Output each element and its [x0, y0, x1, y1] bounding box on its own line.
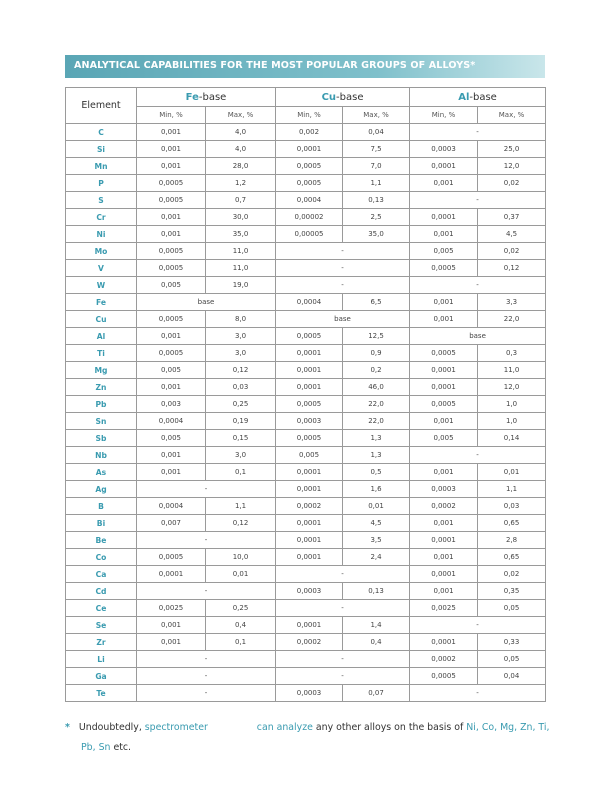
fe-max-value: 0,15: [206, 430, 276, 447]
al-min-value: 0,0001: [410, 634, 478, 651]
fe-range-value: -: [137, 532, 276, 549]
fe-range-value: -: [137, 481, 276, 498]
al-max-value: 0,04: [478, 668, 546, 685]
al-min-value: 0,0001: [410, 158, 478, 175]
cu-min-value: 0,002: [276, 124, 343, 141]
element-symbol: Si: [66, 141, 137, 158]
fe-min-value: 0,005: [137, 277, 206, 294]
table-row: [66, 311, 546, 328]
cu-min-value: 0,0001: [276, 379, 343, 396]
al-min-value: 0,001: [410, 311, 478, 328]
al-range-value: -: [410, 617, 546, 634]
al-min-value: 0,0003: [410, 141, 478, 158]
fe-min-value: 0,001: [137, 124, 206, 141]
table-row: [66, 379, 546, 396]
al-min-value: 0,0005: [410, 396, 478, 413]
fe-min-value: 0,0005: [137, 311, 206, 328]
element-symbol: Ag: [66, 481, 137, 498]
al-max-value: 12,0: [478, 379, 546, 396]
fe-min-value: 0,001: [137, 464, 206, 481]
cu-min-value: 0,0005: [276, 158, 343, 175]
cu-min-value: 0,0005: [276, 430, 343, 447]
al-min-header: Min, %: [410, 107, 478, 124]
cu-max-value: 0,13: [343, 192, 410, 209]
cu-max-value: 0,07: [343, 685, 410, 702]
cu-min-value: 0,0005: [276, 175, 343, 192]
cu-range-value: -: [276, 260, 410, 277]
table-row: [66, 600, 546, 617]
element-column-header: Element: [66, 88, 137, 124]
al-min-value: 0,001: [410, 413, 478, 430]
table-row: [66, 617, 546, 634]
fe-max-value: 0,1: [206, 634, 276, 651]
element-symbol: C: [66, 124, 137, 141]
al-range-value: -: [410, 277, 546, 294]
fe-max-value: 10,0: [206, 549, 276, 566]
al-min-value: 0,005: [410, 243, 478, 260]
element-symbol: Bi: [66, 515, 137, 532]
al-min-value: 0,0025: [410, 600, 478, 617]
table-row: [66, 651, 546, 668]
cu-max-value: 0,01: [343, 498, 410, 515]
element-symbol: Sn: [66, 413, 137, 430]
fe-min-value: 0,001: [137, 634, 206, 651]
table-row: [66, 634, 546, 651]
cu-range-value: -: [276, 566, 410, 583]
fe-min-value: 0,001: [137, 226, 206, 243]
al-min-value: 0,0003: [410, 481, 478, 498]
table-row: [66, 345, 546, 362]
fe-range-value: -: [137, 668, 276, 685]
fe-min-value: 0,005: [137, 430, 206, 447]
al-max-value: 0,12: [478, 260, 546, 277]
cu-min-value: 0,0001: [276, 515, 343, 532]
al-max-value: 1,0: [478, 413, 546, 430]
al-max-value: 1,1: [478, 481, 546, 498]
cu-min-value: 0,0003: [276, 583, 343, 600]
al-min-value: 0,0001: [410, 362, 478, 379]
al-min-value: 0,001: [410, 175, 478, 192]
al-min-value: 0,0005: [410, 668, 478, 685]
element-symbol: Li: [66, 651, 137, 668]
fe-max-value: 4,0: [206, 124, 276, 141]
fe-max-value: 28,0: [206, 158, 276, 175]
element-symbol: Cu: [66, 311, 137, 328]
al-max-value: 11,0: [478, 362, 546, 379]
al-max-value: 0,02: [478, 243, 546, 260]
al-max-value: 0,65: [478, 515, 546, 532]
al-max-value: 0,33: [478, 634, 546, 651]
fe-range-value: base: [137, 294, 276, 311]
fe-min-value: 0,0005: [137, 192, 206, 209]
table-row: [66, 498, 546, 515]
table-row: [66, 260, 546, 277]
fe-min-value: 0,0001: [137, 566, 206, 583]
al-min-value: 0,001: [410, 226, 478, 243]
fe-max-value: 0,12: [206, 362, 276, 379]
al-max-value: 0,02: [478, 566, 546, 583]
fe-max-value: 30,0: [206, 209, 276, 226]
table-row: [66, 515, 546, 532]
table-row: [66, 209, 546, 226]
cu-min-value: 0,0001: [276, 362, 343, 379]
al-min-value: 0,001: [410, 464, 478, 481]
fe-max-value: 1,1: [206, 498, 276, 515]
al-min-value: 0,001: [410, 583, 478, 600]
cu-max-value: 7,5: [343, 141, 410, 158]
footnote-line-1: * Undoubtedly, spectrometer can analyze any other alloys on the basis of Ni, Co, Mg, Zn, Ti,: [65, 722, 550, 733]
fe-max-value: 35,0: [206, 226, 276, 243]
cu-max-value: 4,5: [343, 515, 410, 532]
fe-range-value: -: [137, 685, 276, 702]
cu-max-value: 1,3: [343, 430, 410, 447]
cu-min-value: 0,0005: [276, 328, 343, 345]
fe-min-value: 0,001: [137, 379, 206, 396]
cu-max-value: 0,2: [343, 362, 410, 379]
element-symbol: Mn: [66, 158, 137, 175]
table-row: [66, 413, 546, 430]
fe-min-value: 0,001: [137, 209, 206, 226]
cu-min-value: 0,0005: [276, 396, 343, 413]
cu-max-value: 0,4: [343, 634, 410, 651]
cu-max-value: 0,5: [343, 464, 410, 481]
al-max-value: 2,8: [478, 532, 546, 549]
cu-min-value: 0,0001: [276, 617, 343, 634]
element-symbol: Cr: [66, 209, 137, 226]
page-title: ANALYTICAL CAPABILITIES FOR THE MOST POPULAR GROUPS OF ALLOYS*: [74, 60, 476, 71]
cu-min-value: 0,0003: [276, 685, 343, 702]
table-row: [66, 566, 546, 583]
fe-max-value: 19,0: [206, 277, 276, 294]
al-max-value: 0,02: [478, 175, 546, 192]
cu-min-value: 0,0001: [276, 464, 343, 481]
cu-min-value: 0,0004: [276, 294, 343, 311]
table-row: [66, 243, 546, 260]
table-row: [66, 277, 546, 294]
fe-max-value: 0,25: [206, 396, 276, 413]
cu-max-value: 3,5: [343, 532, 410, 549]
fe-min-value: 0,0005: [137, 260, 206, 277]
fe-min-value: 0,007: [137, 515, 206, 532]
fe-range-value: -: [137, 651, 276, 668]
cu-min-value: 0,0001: [276, 532, 343, 549]
cu-range-value: base: [276, 311, 410, 328]
cu-min-header: Min, %: [276, 107, 343, 124]
element-symbol: S: [66, 192, 137, 209]
table-row: [66, 447, 546, 464]
element-symbol: Al: [66, 328, 137, 345]
fe-min-value: 0,0005: [137, 175, 206, 192]
element-symbol: Zn: [66, 379, 137, 396]
fe-max-value: 11,0: [206, 260, 276, 277]
cu-max-value: 12,5: [343, 328, 410, 345]
al-max-value: 22,0: [478, 311, 546, 328]
cu-min-value: 0,0004: [276, 192, 343, 209]
cu-max-value: 0,04: [343, 124, 410, 141]
alloy-capabilities-table: [65, 87, 546, 702]
element-symbol: Mg: [66, 362, 137, 379]
element-symbol: Nb: [66, 447, 137, 464]
element-symbol: Fe: [66, 294, 137, 311]
fe-base-header: Fe-base: [137, 88, 276, 107]
fe-max-header: Max, %: [206, 107, 276, 124]
title-banner: [65, 55, 545, 78]
fe-min-value: 0,0025: [137, 600, 206, 617]
fe-max-value: 3,0: [206, 345, 276, 362]
cu-min-value: 0,0002: [276, 634, 343, 651]
al-min-value: 0,001: [410, 549, 478, 566]
cu-max-value: 1,3: [343, 447, 410, 464]
fe-max-value: 0,19: [206, 413, 276, 430]
asterisk: *: [65, 722, 70, 733]
al-max-value: 0,14: [478, 430, 546, 447]
al-min-value: 0,0005: [410, 345, 478, 362]
fe-max-value: 0,12: [206, 515, 276, 532]
cu-max-value: 1,4: [343, 617, 410, 634]
footnote: [65, 718, 550, 758]
table-row: [66, 464, 546, 481]
al-min-value: 0,0001: [410, 379, 478, 396]
cu-max-value: 22,0: [343, 396, 410, 413]
fe-max-value: 0,03: [206, 379, 276, 396]
al-max-value: 3,3: [478, 294, 546, 311]
fe-min-value: 0,0005: [137, 243, 206, 260]
fe-max-value: 0,4: [206, 617, 276, 634]
al-max-value: 25,0: [478, 141, 546, 158]
element-symbol: Ca: [66, 566, 137, 583]
cu-max-value: 22,0: [343, 413, 410, 430]
cu-range-value: -: [276, 668, 410, 685]
cu-min-value: 0,005: [276, 447, 343, 464]
al-min-value: 0,0002: [410, 651, 478, 668]
fe-max-value: 4,0: [206, 141, 276, 158]
table-row: [66, 226, 546, 243]
al-range-value: -: [410, 685, 546, 702]
fe-min-header: Min, %: [137, 107, 206, 124]
element-symbol: P: [66, 175, 137, 192]
table-row: [66, 328, 546, 345]
cu-max-value: 2,4: [343, 549, 410, 566]
fe-max-value: 3,0: [206, 447, 276, 464]
fe-min-value: 0,0004: [137, 498, 206, 515]
cu-min-value: 0,0003: [276, 413, 343, 430]
al-max-value: 0,3: [478, 345, 546, 362]
table-row: [66, 175, 546, 192]
al-base-header: Al-base: [410, 88, 546, 107]
al-min-value: 0,001: [410, 515, 478, 532]
al-min-value: 0,0001: [410, 209, 478, 226]
fe-max-value: 1,2: [206, 175, 276, 192]
fe-min-value: 0,001: [137, 328, 206, 345]
cu-max-value: 0,13: [343, 583, 410, 600]
al-max-value: 0,05: [478, 651, 546, 668]
fe-min-value: 0,001: [137, 617, 206, 634]
header-row-groups: [66, 88, 546, 107]
table-row: [66, 685, 546, 702]
header-row-minmax: [66, 107, 546, 124]
table-row: [66, 294, 546, 311]
element-symbol: Sb: [66, 430, 137, 447]
table-row: [66, 192, 546, 209]
element-symbol: Co: [66, 549, 137, 566]
table-row: [66, 430, 546, 447]
al-max-value: 4,5: [478, 226, 546, 243]
table-row: [66, 549, 546, 566]
fe-min-value: 0,0005: [137, 345, 206, 362]
fe-min-value: 0,005: [137, 362, 206, 379]
cu-max-value: 1,6: [343, 481, 410, 498]
fe-max-value: 0,01: [206, 566, 276, 583]
fe-min-value: 0,003: [137, 396, 206, 413]
al-min-value: 0,0001: [410, 566, 478, 583]
al-max-value: 0,03: [478, 498, 546, 515]
fe-min-value: 0,0005: [137, 549, 206, 566]
fe-max-value: 0,1: [206, 464, 276, 481]
fe-min-value: 0,001: [137, 158, 206, 175]
cu-max-header: Max, %: [343, 107, 410, 124]
table-row: [66, 124, 546, 141]
al-min-value: 0,005: [410, 430, 478, 447]
cu-range-value: -: [276, 600, 410, 617]
cu-base-header: Cu-base: [276, 88, 410, 107]
element-symbol: Mo: [66, 243, 137, 260]
al-max-value: 0,05: [478, 600, 546, 617]
fe-max-value: 0,7: [206, 192, 276, 209]
fe-min-value: 0,0004: [137, 413, 206, 430]
table-row: [66, 396, 546, 413]
cu-max-value: 46,0: [343, 379, 410, 396]
footnote-line-2: Pb, Sn etc.: [81, 742, 132, 753]
al-range-value: -: [410, 124, 546, 141]
al-min-value: 0,0001: [410, 532, 478, 549]
fe-max-value: 11,0: [206, 243, 276, 260]
al-min-value: 0,0005: [410, 260, 478, 277]
element-symbol: As: [66, 464, 137, 481]
element-symbol: Ga: [66, 668, 137, 685]
al-max-value: 1,0: [478, 396, 546, 413]
cu-min-value: 0,00005: [276, 226, 343, 243]
fe-max-value: 0,25: [206, 600, 276, 617]
cu-max-value: 6,5: [343, 294, 410, 311]
table-row: [66, 362, 546, 379]
al-min-value: 0,001: [410, 294, 478, 311]
al-max-value: 0,01: [478, 464, 546, 481]
element-symbol: Cd: [66, 583, 137, 600]
fe-min-value: 0,001: [137, 141, 206, 158]
cu-min-value: 0,0001: [276, 549, 343, 566]
fe-min-value: 0,001: [137, 447, 206, 464]
cu-range-value: -: [276, 277, 410, 294]
table-row: [66, 141, 546, 158]
table-row: [66, 158, 546, 175]
table-row: [66, 481, 546, 498]
element-symbol: Se: [66, 617, 137, 634]
cu-max-value: 2,5: [343, 209, 410, 226]
cu-max-value: 1,1: [343, 175, 410, 192]
element-symbol: Ti: [66, 345, 137, 362]
al-range-value: -: [410, 447, 546, 464]
element-symbol: Ni: [66, 226, 137, 243]
cu-min-value: 0,0001: [276, 345, 343, 362]
element-symbol: V: [66, 260, 137, 277]
fe-range-value: -: [137, 583, 276, 600]
cu-max-value: 35,0: [343, 226, 410, 243]
element-symbol: B: [66, 498, 137, 515]
al-max-header: Max, %: [478, 107, 546, 124]
cu-range-value: -: [276, 243, 410, 260]
element-symbol: Te: [66, 685, 137, 702]
element-symbol: Pb: [66, 396, 137, 413]
cu-min-value: 0,0001: [276, 141, 343, 158]
fe-max-value: 3,0: [206, 328, 276, 345]
element-symbol: W: [66, 277, 137, 294]
cu-max-value: 0,9: [343, 345, 410, 362]
element-symbol: Ce: [66, 600, 137, 617]
al-max-value: 12,0: [478, 158, 546, 175]
table-row: [66, 532, 546, 549]
element-symbol: Be: [66, 532, 137, 549]
al-max-value: 0,37: [478, 209, 546, 226]
fe-max-value: 8,0: [206, 311, 276, 328]
cu-min-value: 0,0001: [276, 481, 343, 498]
table-row: [66, 583, 546, 600]
al-range-value: -: [410, 192, 546, 209]
al-min-value: 0,0002: [410, 498, 478, 515]
al-range-value: base: [410, 328, 546, 345]
cu-range-value: -: [276, 651, 410, 668]
al-max-value: 0,65: [478, 549, 546, 566]
cu-min-value: 0,0002: [276, 498, 343, 515]
table-row: [66, 668, 546, 685]
element-symbol: Zr: [66, 634, 137, 651]
cu-max-value: 7,0: [343, 158, 410, 175]
al-max-value: 0,35: [478, 583, 546, 600]
cu-min-value: 0,00002: [276, 209, 343, 226]
